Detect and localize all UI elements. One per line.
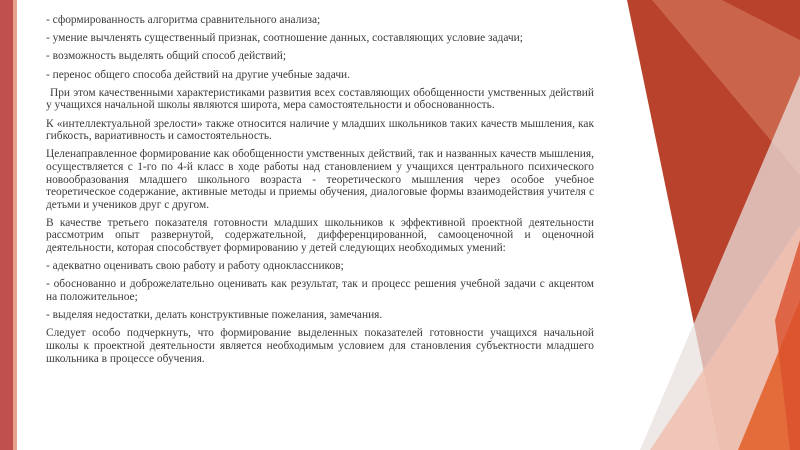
paragraph: - возможность выделять общий способ действий;	[46, 50, 286, 63]
paragraph: Следует особо подчеркнуть, что формирование выделенных показателей готовности учащихся начальной школы к проектной деятельности является необходимым условием для становления субъектности младшего школьника в процессе обучения.	[46, 327, 594, 365]
paragraph: - умение вычленять существенный признак, соотношение данных, составляющих условие задачи;	[46, 32, 523, 45]
paragraph: К «интеллектуальной зрелости» также относится наличие у младших школьников таких качеств мышления, как гибкость, вариативность и самостоятельность.	[46, 117, 594, 143]
paragraph: - обоснованно и доброжелательно оценивать как результат, так и процесс решения учебной задачи с акцентом на положительное;	[46, 278, 594, 304]
paragraph: - сформированность алгоритма сравнительного анализа;	[46, 14, 321, 26]
paragraph: - перенос общего способа действий на другие учебные задачи.	[46, 68, 351, 81]
paragraph: При этом качественными характеристиками развития всех составляющих обобщенности умственных действий у учащихся начальной школы являются широта, мера самостоятельности и обоснованность.	[46, 86, 594, 112]
paragraph: - адекватно оценивать свою работу и работу одноклассников;	[46, 260, 344, 273]
paragraph: - выделяя недостатки, делать конструктивные пожелания, замечания.	[46, 309, 383, 322]
paragraph: Целенаправленное формирование как обобщенности умственных действий, так и названных качеств мышления, осуществляется с 1-го по 4-й класс в ходе работы над становлением у учащихся центрального психического новообразования младшего школьного возраста - теоретического мышления через особое учебное теоретическое содержание, активные методы и приемы обучения, диалоговые формы взаимодействия учителя с детьми и учеников друг с другом.	[46, 148, 594, 211]
text-body	[46, 14, 594, 371]
paragraph: В качестве третьего показателя готовности младших школьников к эффективной проектной деятельности рассмотрим опыт развернутой, содержательной, дифференцированной, самооценочной и оценочной деятельности, которая способствует формированию у детей следующих необходимых умений:	[46, 216, 594, 255]
